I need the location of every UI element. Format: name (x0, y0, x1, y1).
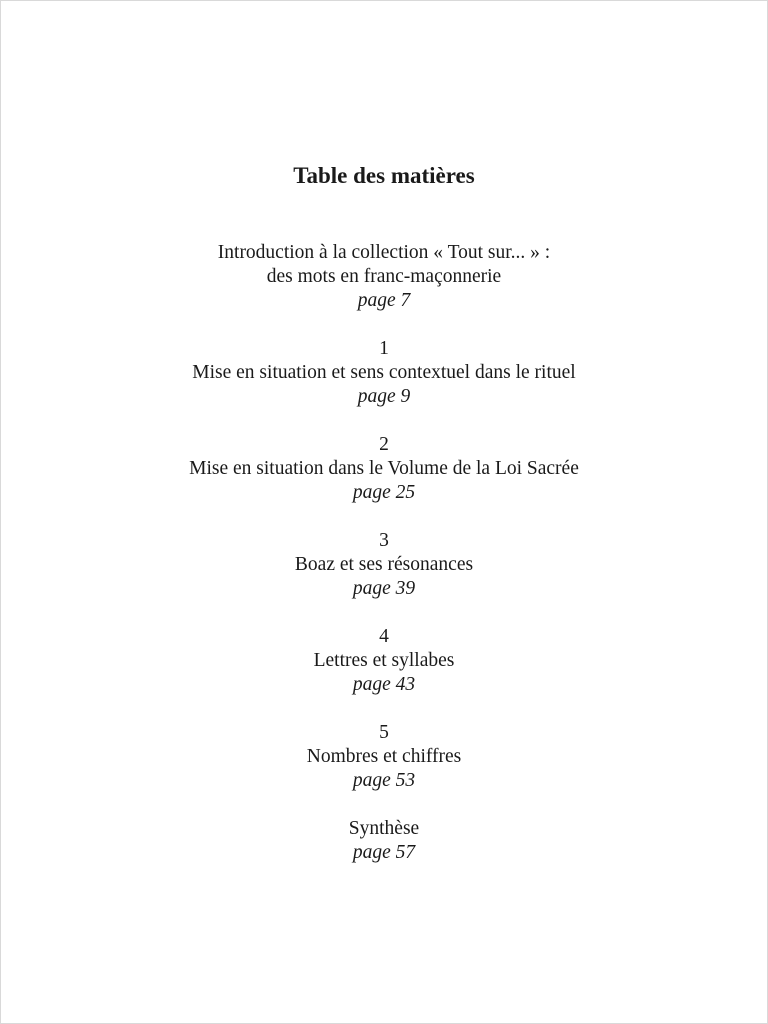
toc-entry-chapter-2 (1, 433, 767, 505)
toc-entry-synthese (1, 817, 767, 865)
entry-page-ref: page 39 (352, 578, 416, 599)
entry-page-ref: page 57 (352, 842, 416, 863)
toc-entry-chapter-4 (1, 625, 767, 697)
entry-number: 5 (379, 722, 389, 743)
entry-title-line: Mise en situation et sens contextuel dans le rituel (192, 362, 576, 383)
entry-title-line: Synthèse (348, 818, 420, 839)
entry-title-line: Introduction à la collection « Tout sur... » : (217, 242, 551, 263)
toc-entry-chapter-5 (1, 721, 767, 793)
entry-number: 1 (379, 338, 389, 359)
entry-page-ref: page 43 (352, 674, 416, 695)
entry-page-ref: page 9 (357, 386, 411, 407)
entry-title-line: Boaz et ses résonances (294, 554, 474, 575)
entry-page-ref: page 7 (357, 290, 411, 311)
toc-entry-introduction (1, 241, 767, 313)
toc-entry-chapter-1 (1, 337, 767, 409)
entry-title-line: Nombres et chiffres (306, 746, 462, 767)
toc-entry-chapter-3 (1, 529, 767, 601)
entry-title-line: Mise en situation dans le Volume de la Loi Sacrée (189, 458, 579, 479)
toc-title: Table des matières (293, 163, 475, 188)
entry-number: 4 (379, 626, 389, 647)
entry-page-ref: page 25 (352, 482, 416, 503)
table-of-contents (1, 241, 767, 889)
entry-title-line: des mots en franc-maçonnerie (266, 266, 502, 287)
entry-number: 2 (379, 434, 389, 455)
entry-title-line: Lettres et syllabes (313, 650, 455, 671)
entry-number: 3 (379, 530, 389, 551)
entry-page-ref: page 53 (352, 770, 416, 791)
